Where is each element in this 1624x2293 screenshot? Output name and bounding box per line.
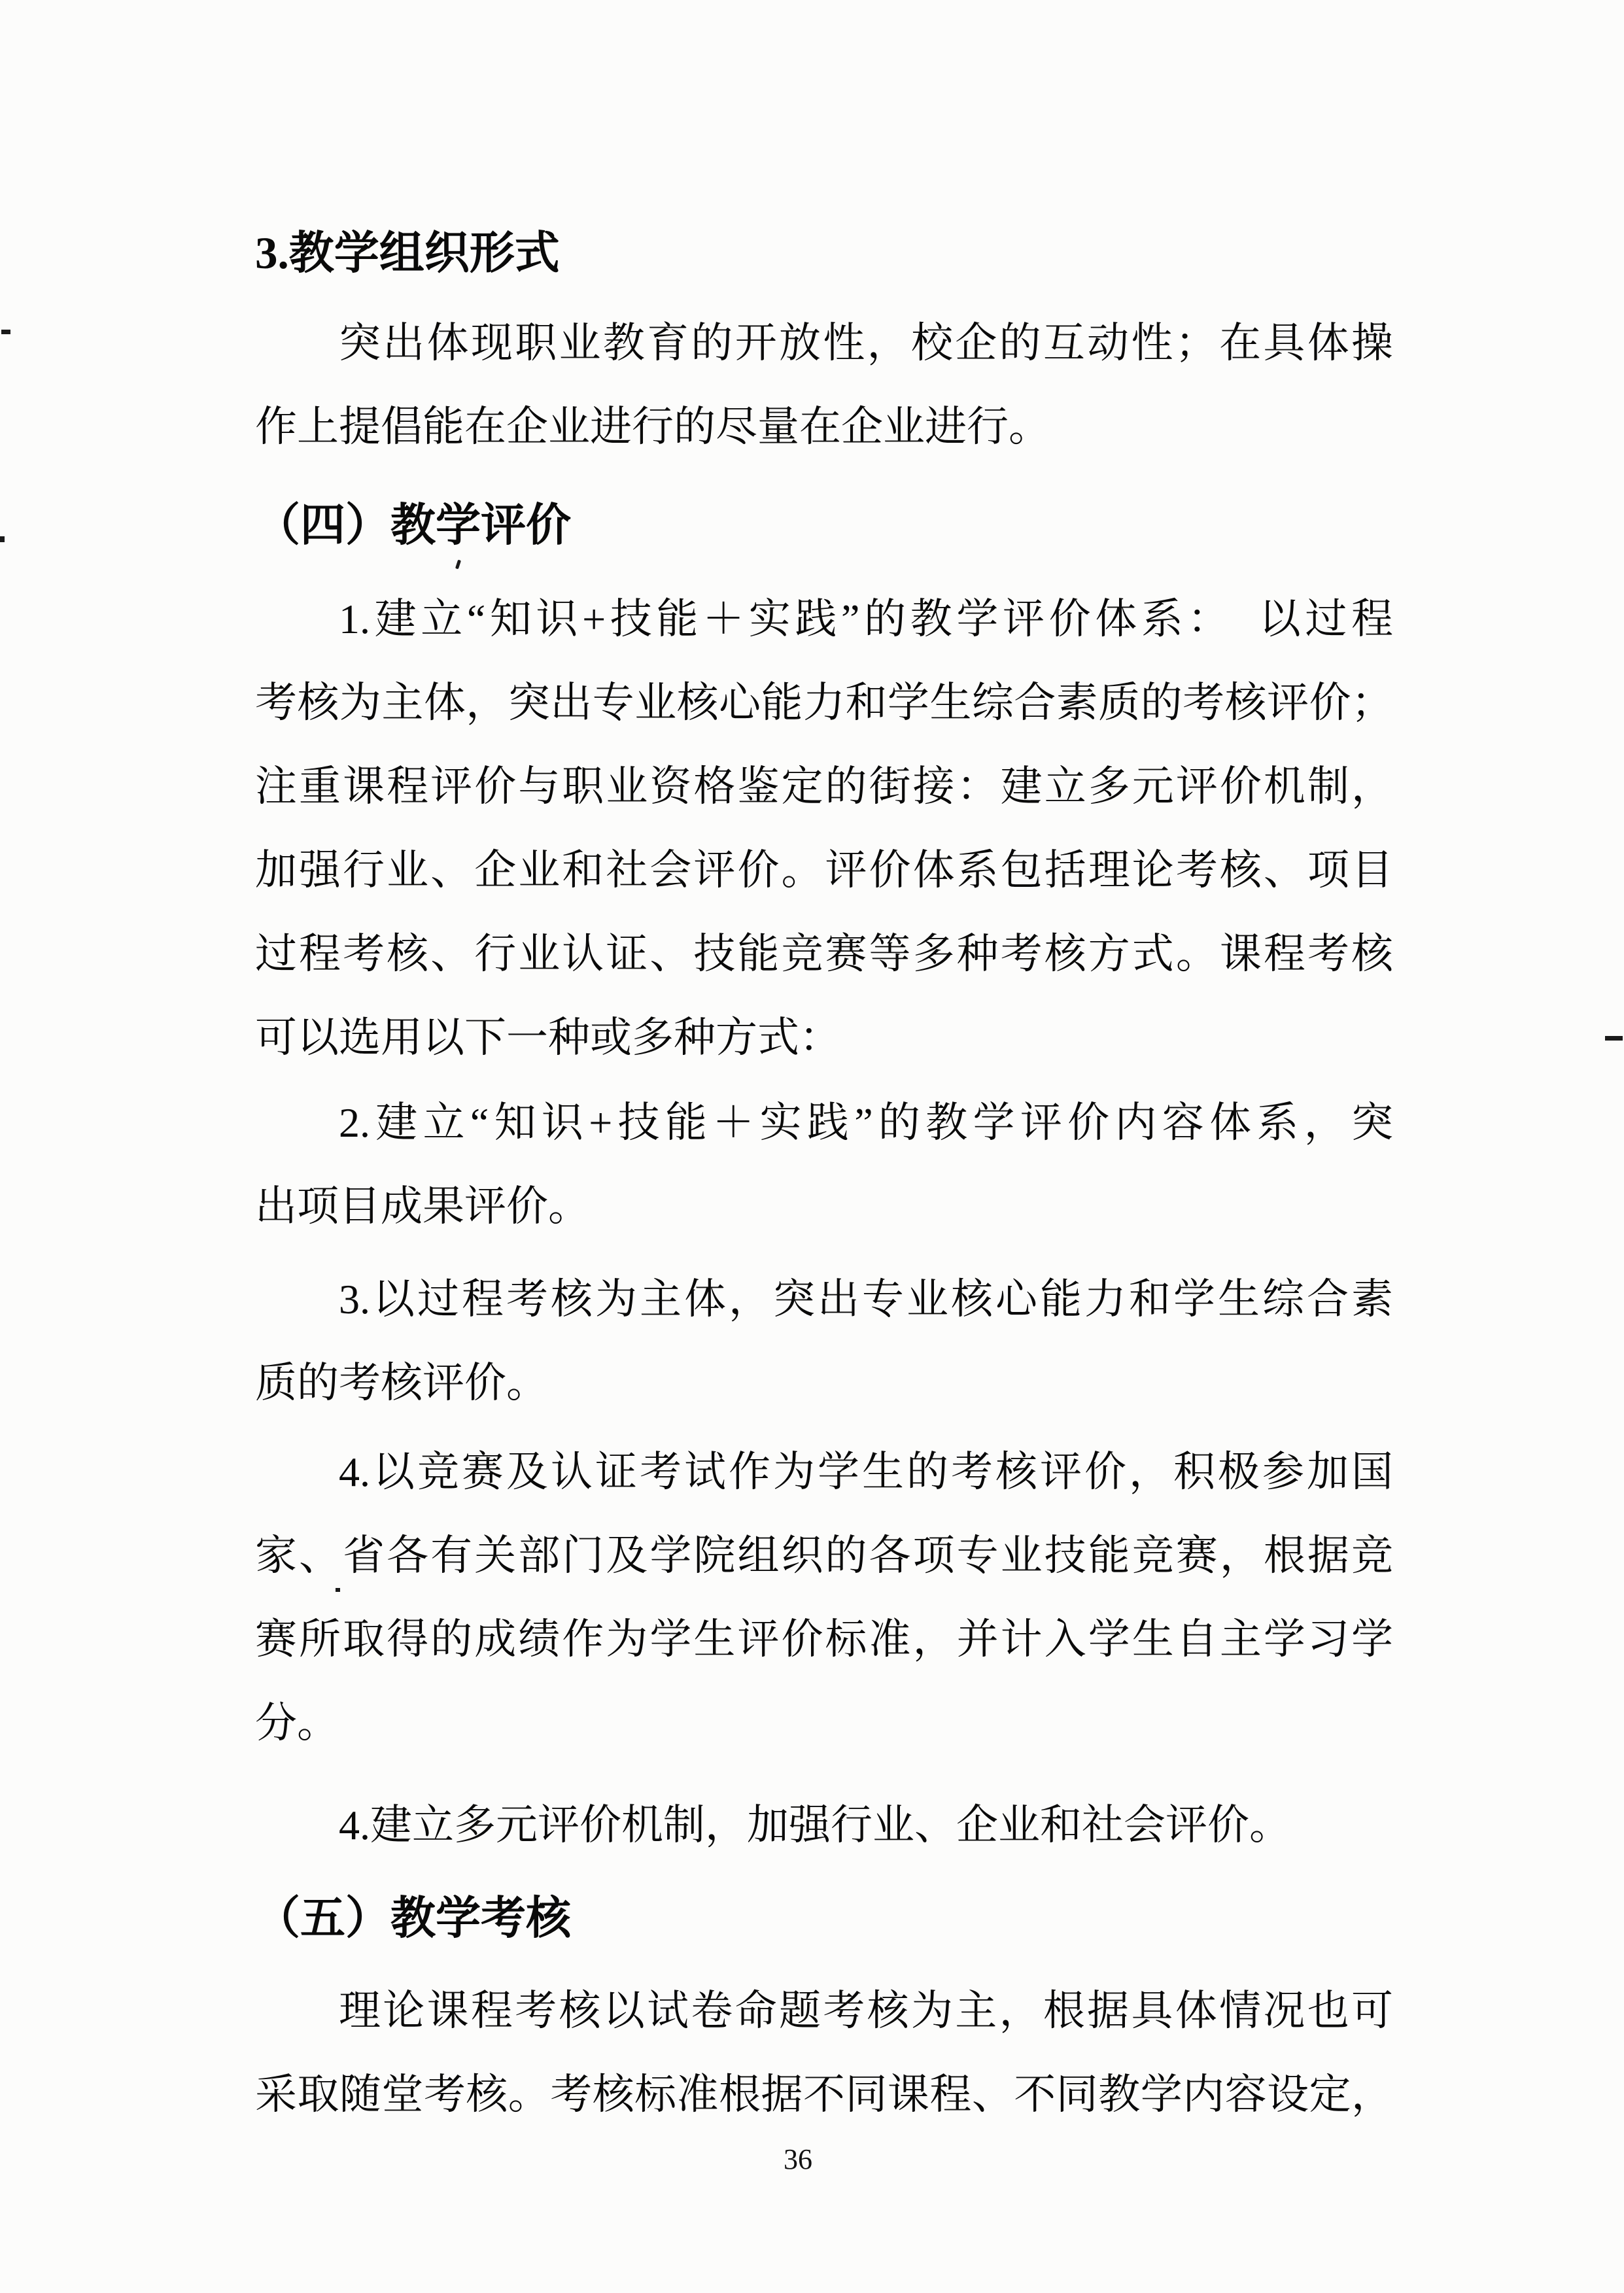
scan-artifact: [0, 536, 5, 542]
heading-teaching-organization-form: 3.教学组织形式: [255, 228, 560, 278]
body-line: 突出体现职业教育的开放性，校企的互动性；在具体操: [339, 320, 1393, 366]
body-line: 采取随堂考核。考核标准根据不同课程、不同教学内容设定，: [255, 2071, 1393, 2118]
page-number: 36: [784, 2143, 812, 2175]
body-line: 过程考核、行业认证、技能竞赛等多种考核方式。课程考核: [255, 931, 1393, 977]
body-line: 考核为主体，突出专业核心能力和学生综合素质的考核评价；: [255, 680, 1393, 726]
body-line: 可以选用以下一种或多种方式：: [255, 1014, 841, 1061]
body-line: 分。: [255, 1700, 339, 1746]
body-line: 1.建立“知识+技能＋实践”的教学评价体系： 以过程: [339, 596, 1393, 642]
body-line: 作上提倡能在企业进行的尽量在企业进行。: [255, 404, 1050, 450]
scan-artifact: [1605, 1036, 1623, 1041]
body-line: 出项目成果评价。: [255, 1183, 590, 1230]
scan-artifact: [336, 1588, 340, 1592]
body-line: 家、省各有关部门及学院组织的各项专业技能竞赛，根据竞: [255, 1532, 1393, 1579]
body-line: 赛所取得的成绩作为学生评价标准，并计入学生自主学习学: [255, 1616, 1393, 1663]
body-line: 理论课程考核以试卷命题考核为主，根据具体情况也可: [339, 1988, 1393, 2034]
body-line: 2.建立“知识+技能＋实践”的教学评价内容体系，突: [339, 1099, 1393, 1146]
body-line: 质的考核评价。: [255, 1360, 548, 1406]
body-line: 4.建立多元评价机制，加强行业、企业和社会评价。: [339, 1802, 1291, 1848]
body-line: 3.以过程考核为主体，突出专业核心能力和学生综合素: [339, 1276, 1393, 1322]
body-line: 4.以竞赛及认证考试作为学生的考核评价，积极参加国: [339, 1449, 1393, 1495]
body-line: 注重课程评价与职业资格鉴定的街接：建立多元评价机制，: [255, 763, 1393, 810]
scan-artifact: [1, 330, 10, 334]
scan-artifact: [455, 560, 461, 570]
heading-teaching-evaluation: （四）教学评价: [255, 500, 571, 550]
body-line: 加强行业、企业和社会评价。评价体系包括理论考核、项目: [255, 847, 1393, 893]
heading-teaching-assessment: （五）教学考核: [255, 1893, 571, 1943]
